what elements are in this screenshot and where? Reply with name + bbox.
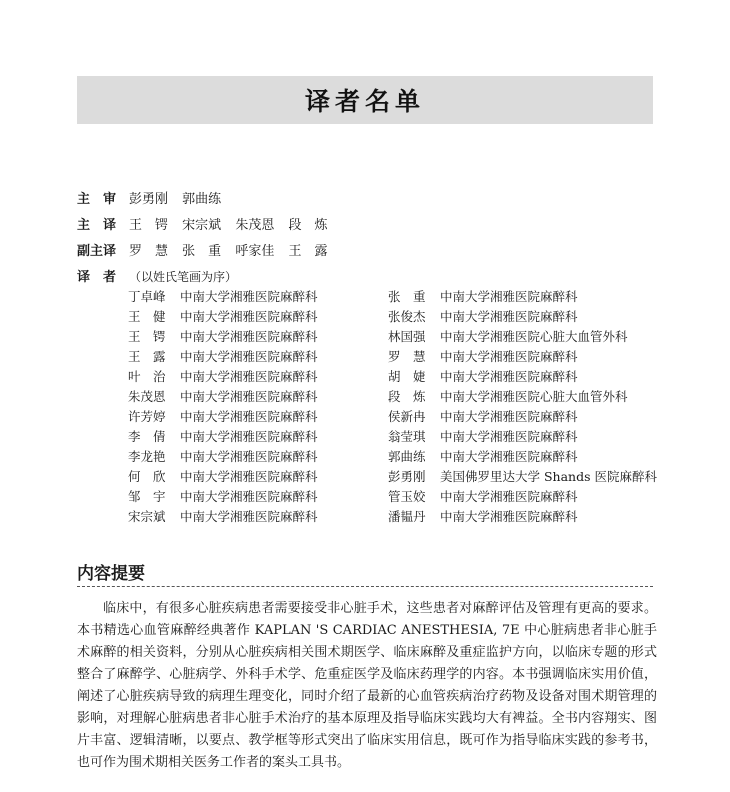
translator-row	[388, 487, 657, 507]
translator-name: 丁卓峰	[128, 289, 166, 304]
translator-row	[388, 327, 657, 347]
translator-row	[388, 367, 657, 387]
translator-affiliation: 中南大学湘雅医院麻醉科	[440, 429, 578, 444]
role-chief-reviewer	[77, 192, 231, 208]
role-chief-translator	[77, 218, 337, 234]
role-label: 译 者	[77, 270, 117, 285]
role-name: 段 炼	[288, 218, 328, 233]
translator-affiliation: 中南大学湘雅医院麻醉科	[440, 489, 578, 504]
translator-affiliation: 中南大学湘雅医院麻醉科	[440, 409, 578, 424]
translator-affiliation: 美国佛罗里达大学 Shands 医院麻醉科	[440, 469, 657, 484]
translator-name: 王 锷	[128, 329, 166, 344]
translators-order-note: （以姓氏笔画为序）	[129, 270, 238, 284]
translator-affiliation: 中南大学湘雅医院麻醉科	[180, 369, 318, 384]
translator-name: 胡 婕	[388, 369, 426, 384]
translator-row	[128, 327, 318, 347]
translator-affiliation: 中南大学湘雅医院麻醉科	[180, 329, 318, 344]
translator-row	[128, 467, 318, 487]
title-banner	[77, 76, 653, 124]
translator-row	[388, 287, 657, 307]
translator-name: 潘韫丹	[388, 509, 426, 524]
translator-name: 张 重	[388, 289, 426, 304]
role-name: 呼家佳	[235, 244, 275, 259]
role-label: 主 审	[77, 192, 117, 207]
translator-row	[388, 347, 657, 367]
role-translators	[77, 269, 237, 286]
translator-name: 邹 宇	[128, 489, 166, 504]
role-name: 朱茂恩	[235, 218, 275, 233]
translator-affiliation: 中南大学湘雅医院心脏大血管外科	[440, 389, 628, 404]
translator-row	[128, 447, 318, 467]
translator-affiliation: 中南大学湘雅医院麻醉科	[440, 509, 578, 524]
translator-affiliation: 中南大学湘雅医院麻醉科	[180, 469, 318, 484]
role-label: 副主译	[77, 244, 117, 259]
role-deputy-translator	[77, 244, 337, 260]
translator-affiliation: 中南大学湘雅医院麻醉科	[440, 289, 578, 304]
translator-name: 李龙艳	[128, 449, 166, 464]
translator-name: 李 倩	[128, 429, 166, 444]
summary-divider	[77, 586, 653, 587]
role-name: 宋宗斌	[182, 218, 222, 233]
translator-row	[388, 307, 657, 327]
translator-affiliation: 中南大学湘雅医院麻醉科	[180, 349, 318, 364]
translator-name: 王 露	[128, 349, 166, 364]
translator-name: 何 欣	[128, 469, 166, 484]
translator-row	[388, 407, 657, 427]
translator-name: 管玉姣	[388, 489, 426, 504]
translator-list-left	[128, 287, 318, 527]
translator-name: 朱茂恩	[128, 389, 166, 404]
translator-affiliation: 中南大学湘雅医院麻醉科	[440, 449, 578, 464]
role-name: 王 锷	[129, 218, 169, 233]
translator-row	[128, 387, 318, 407]
translator-row	[388, 507, 657, 527]
translator-affiliation: 中南大学湘雅医院麻醉科	[180, 429, 318, 444]
translator-row	[128, 347, 318, 367]
page-title: 译者名单	[304, 87, 425, 116]
translator-affiliation: 中南大学湘雅医院麻醉科	[180, 409, 318, 424]
summary-heading: 内容提要	[77, 564, 145, 584]
translator-affiliation: 中南大学湘雅医院麻醉科	[180, 449, 318, 464]
role-name: 彭勇刚	[129, 192, 169, 207]
translator-row	[388, 467, 657, 487]
translator-row	[128, 407, 318, 427]
translator-affiliation: 中南大学湘雅医院麻醉科	[180, 289, 318, 304]
translator-name: 宋宗斌	[128, 509, 166, 524]
translator-list-right	[388, 287, 657, 527]
translator-name: 林国强	[388, 329, 426, 344]
role-name: 罗 慧	[129, 244, 169, 259]
translator-affiliation: 中南大学湘雅医院麻醉科	[180, 309, 318, 324]
translator-name: 许芳婷	[128, 409, 166, 424]
role-name: 张 重	[182, 244, 222, 259]
translator-name: 段 炼	[388, 389, 426, 404]
translator-row	[128, 487, 318, 507]
role-label: 主 译	[77, 218, 117, 233]
translator-row	[128, 367, 318, 387]
translator-affiliation: 中南大学湘雅医院麻醉科	[180, 389, 318, 404]
role-name: 郭曲练	[182, 192, 222, 207]
translator-row	[128, 307, 318, 327]
translator-row	[128, 427, 318, 447]
translator-affiliation: 中南大学湘雅医院麻醉科	[440, 369, 578, 384]
translator-name: 张俊杰	[388, 309, 426, 324]
translator-name: 罗 慧	[388, 349, 426, 364]
role-name: 王 露	[288, 244, 328, 259]
translator-name: 郭曲练	[388, 449, 426, 464]
translator-name: 侯新冉	[388, 409, 426, 424]
translator-affiliation: 中南大学湘雅医院麻醉科	[440, 309, 578, 324]
translator-name: 叶 治	[128, 369, 166, 384]
translator-row	[128, 507, 318, 527]
translator-affiliation: 中南大学湘雅医院心脏大血管外科	[440, 329, 628, 344]
translator-row	[388, 427, 657, 447]
translator-row	[128, 287, 318, 307]
translator-row	[388, 387, 657, 407]
translator-name: 彭勇刚	[388, 469, 426, 484]
translator-affiliation: 中南大学湘雅医院麻醉科	[180, 509, 318, 524]
translator-name: 王 健	[128, 309, 166, 324]
translator-row	[388, 447, 657, 467]
translator-affiliation: 中南大学湘雅医院麻醉科	[180, 489, 318, 504]
translator-affiliation: 中南大学湘雅医院麻醉科	[440, 349, 578, 364]
summary-body: 临床中，有很多心脏疾病患者需要接受非心脏手术，这些患者对麻醉评估及管理有更高的要求。本书精选心血管麻醉经典著作 KAPLAN 'S CARDIAC ANESTHESIA, 7E 中心脏病患者非心脏手术麻醉的相关资料，分别从心脏疾病相关围术期医学、临床麻醉及重症监护方向，以临床专题的形式整合了麻醉学、心脏病学、外科手术学、危重症医学及临床药理学的内容。本书强调临床实用价值，阐述了心脏疾病导致的病理生理变化，同时介绍了最新的心血管疾病治疗药物及设备对围术期管理的影响，对理解心脏病患者非心脏手术治疗的基本原理及指导临床实践均大有裨益。全书内容翔实、图片丰富、逻辑清晰，以要点、教学框等形式突出了临床实用信息，既可作为指导临床实践的参考书，也可作为围术期相关医务工作者的案头工具书。	[77, 601, 657, 770]
translator-name: 翁莹琪	[388, 429, 426, 444]
